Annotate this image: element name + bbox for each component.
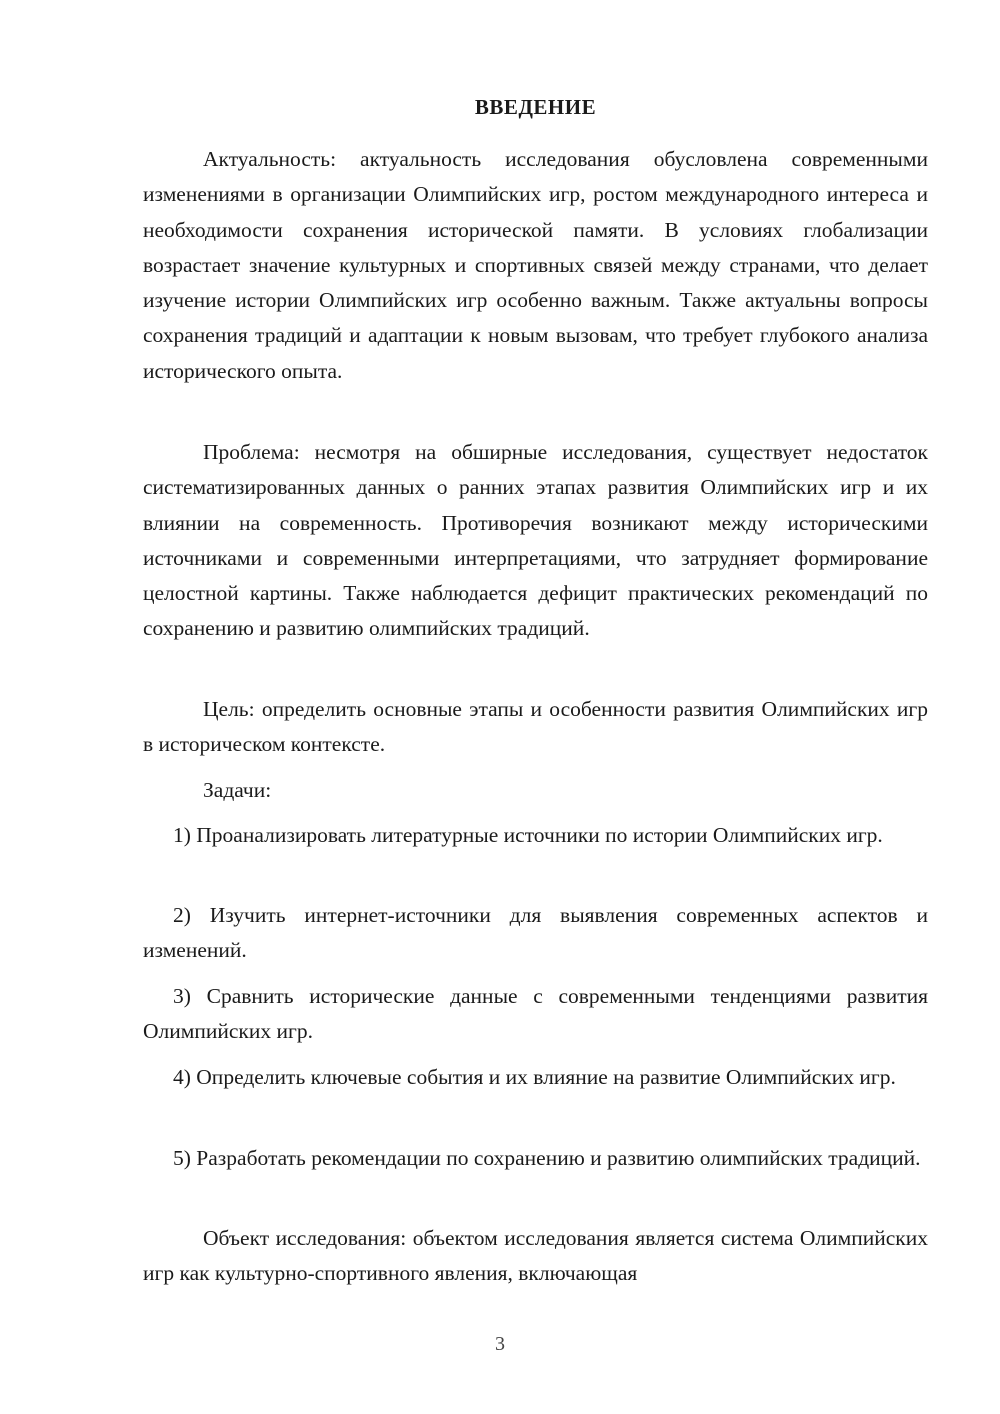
task-item-1: 1) Проанализировать литературные источники по истории Олимпийских игр.: [173, 823, 883, 847]
task-item-4: 4) Определить ключевые события и их влияние на развитие Олимпийских игр.: [173, 1065, 896, 1089]
tasks-heading: Задачи:: [203, 778, 272, 802]
paragraph-goal: Цель: определить основные этапы и особенности развития Олимпийских игр в историческом контексте.: [143, 697, 928, 757]
paragraph-object: Объект исследования: объектом исследования является система Олимпийских игр как культурно-спортивного явления, включающая: [143, 1226, 928, 1286]
page-number: 3: [495, 1333, 505, 1355]
paragraph-relevance: Актуальность: актуальность исследования обусловлена современными изменениями в организации Олимпийских игр, ростом международного интереса и необходимости сохранения исторической памяти. В условиях глобализации возрастает значение культурных и спортивных связей между странами, что делает изучение истории Олимпийских игр особенно важным. Также актуальны вопросы сохранения традиций и адаптации к новым вызовам, что требует глубокого анализа исторического опыта.: [143, 147, 928, 383]
section-title: ВВЕДЕНИЕ: [474, 95, 597, 119]
task-item-5: 5) Разработать рекомендации по сохранению и развитию олимпийских традиций.: [173, 1146, 921, 1170]
paragraph-problem: Проблема: несмотря на обширные исследования, существует недостаток систематизированных данных о ранних этапах развития Олимпийских игр и их влиянии на современность. Противоречия возникают между историческими источниками и современными интерпретациями, что затрудняет формирование целостной картины. Также наблюдается дефицит практических рекомендаций по сохранению и развитию олимпийских традиций.: [143, 440, 928, 641]
task-item-3: 3) Сравнить исторические данные с современными тенденциями развития Олимпийских игр.: [143, 984, 928, 1044]
task-item-2: 2) Изучить интернет-источники для выявления современных аспектов и изменений.: [143, 903, 928, 963]
